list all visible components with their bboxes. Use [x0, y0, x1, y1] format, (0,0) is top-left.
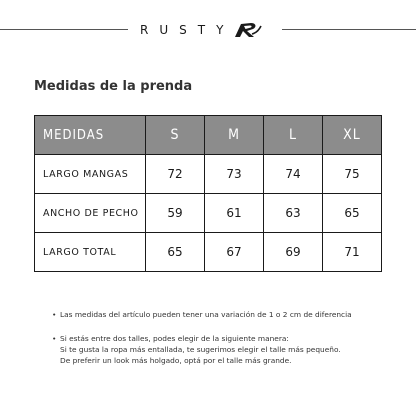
table-cell: 61 — [205, 194, 264, 233]
table-cell: 73 — [205, 155, 264, 194]
table-cell: 72 — [146, 155, 205, 194]
rusty-r-logo-icon — [232, 20, 262, 40]
page-title: Medidas de la prenda — [34, 79, 193, 94]
note-item — [52, 309, 402, 320]
row-label: ANCHO DE PECHO — [35, 194, 146, 233]
header-cell-size: S — [146, 116, 205, 155]
note-item — [52, 333, 402, 366]
table-cell: 67 — [205, 233, 264, 272]
bullet: • — [52, 334, 57, 343]
header-cell-medidas: MEDIDAS — [35, 116, 146, 155]
note-text: Las medidas del artículo pueden tener una variación de 1 o 2 cm de diferencia — [60, 310, 352, 319]
table-header-row — [35, 116, 382, 155]
header-divider-right — [282, 29, 416, 30]
table-cell: 74 — [264, 155, 323, 194]
table-cell: 65 — [323, 194, 382, 233]
table-row — [35, 194, 382, 233]
note-text: Si te gusta la ropa más entallada, te sugerimos elegir el talle más pequeño. — [60, 345, 341, 354]
brand — [140, 20, 276, 40]
header-cell-size: XL — [323, 116, 382, 155]
row-label: LARGO TOTAL — [35, 233, 146, 272]
table-cell: 63 — [264, 194, 323, 233]
brand-name: RUSTY — [140, 23, 235, 37]
table-cell: 65 — [146, 233, 205, 272]
table-row — [35, 155, 382, 194]
note-text: De preferir un look más holgado, optá por el talle más grande. — [60, 356, 292, 365]
header-cell-size: L — [264, 116, 323, 155]
size-chart-table — [34, 115, 382, 272]
header-divider-left — [0, 29, 128, 30]
row-label: LARGO MANGAS — [35, 155, 146, 194]
table-cell: 59 — [146, 194, 205, 233]
header-cell-size: M — [205, 116, 264, 155]
table-cell: 69 — [264, 233, 323, 272]
page-header — [0, 20, 416, 40]
size-notes — [52, 309, 402, 366]
table-cell: 71 — [323, 233, 382, 272]
table-row — [35, 233, 382, 272]
table-cell: 75 — [323, 155, 382, 194]
note-text: Si estás entre dos talles, podes elegir de la siguiente manera: — [60, 334, 289, 343]
bullet: • — [52, 310, 57, 319]
